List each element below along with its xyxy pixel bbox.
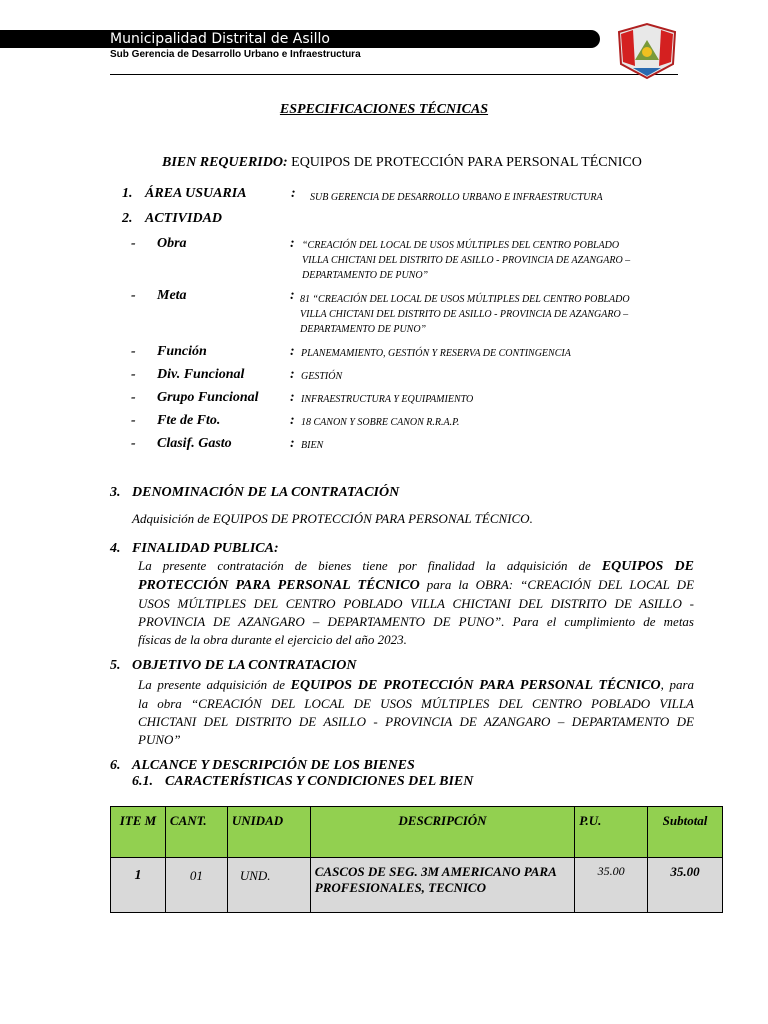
meta-line: VILLA CHICTANI DEL DISTRITO DE ASILLO - PROVINCIA DE AZANGARO – <box>300 309 629 320</box>
divfun-dash: - <box>131 367 136 382</box>
area-num: 1. <box>122 186 133 201</box>
header-divider <box>110 74 678 75</box>
s5-paragraph <box>138 676 694 749</box>
header-subtitle: Sub Gerencia de Desarrollo Urbano e Infraestructura <box>110 49 361 60</box>
s5-text: , para <box>660 677 694 692</box>
s5-title: OBJETIVO DE LA CONTRATACION <box>132 658 357 673</box>
meta-value <box>300 292 700 337</box>
grupo-value: INFRAESTRUCTURA Y EQUIPAMIENTO <box>301 394 474 405</box>
funcion-label: Función <box>157 344 207 359</box>
bien-value: EQUIPOS DE PROTECCIÓN PARA PERSONAL TÉCNICO <box>291 155 642 170</box>
s4-bold: PROTECCIÓN PARA PERSONAL TÉCNICO <box>138 578 420 593</box>
clasif-value: BIEN <box>301 440 324 451</box>
s4-text: La presente contratación de bienes tiene por finalidad la adquisición de <box>138 558 602 573</box>
s6-title: ALCANCE Y DESCRIPCIÓN DE LOS BIENES <box>132 758 415 773</box>
s4-line: USOS MÚLTIPLES DEL CENTRO POBLADO VILLA CHICTANI DEL DISTRITO DE ASILLO - <box>138 596 694 611</box>
s4-num: 4. <box>110 541 121 556</box>
meta-dash: - <box>131 288 136 303</box>
area-value: SUB GERENCIA DE DESARROLLO URBANO E INFRAESTRUCTURA <box>310 192 603 203</box>
s4-title: FINALIDAD PUBLICA: <box>132 541 279 556</box>
s6-num: 6. <box>110 758 121 773</box>
header-title: Municipalidad Distrital de Asillo <box>110 31 330 47</box>
grupo-dash: - <box>131 390 136 405</box>
clasif-dash: - <box>131 436 136 451</box>
s5-line <box>138 676 694 695</box>
s5-line: la obra “CREACIÓN DEL LOCAL DE USOS MÚLTIPLES DEL CENTRO POBLADO VILLA <box>138 696 694 711</box>
obra-line: “CREACIÓN DEL LOCAL DE USOS MÚLTIPLES DEL CENTRO POBLADO <box>302 240 620 251</box>
items-table <box>110 806 723 913</box>
area-label: ÁREA USUARIA <box>145 186 247 201</box>
cell-item: 1 <box>111 858 166 913</box>
obra-line: VILLA CHICTANI DEL DISTRITO DE ASILLO - PROVINCIA DE AZANGARO – <box>302 255 631 266</box>
s5-line: CHICTANI DEL DISTRITO DE ASILLO - PROVINCIA DE AZANGARO – DEPARTAMENTO DE <box>138 714 694 729</box>
fte-label: Fte de Fto. <box>157 413 221 428</box>
s5-num: 5. <box>110 658 121 673</box>
s4-line: PROVINCIA DE AZANGARO – DEPARTAMENTO DE PUNO”. Para el cumplimiento de metas <box>138 614 694 629</box>
header-pu: P.U. <box>575 807 648 858</box>
obra-line: DEPARTAMENTO DE PUNO” <box>302 270 429 281</box>
fte-dash: - <box>131 413 136 428</box>
s3-num: 3. <box>110 485 121 500</box>
header-subtotal: Subtotal <box>648 807 723 858</box>
table-row <box>111 858 723 913</box>
s5-bold: EQUIPOS DE PROTECCIÓN PARA PERSONAL TÉCNICO <box>290 678 661 693</box>
header-descripcion: DESCRIPCIÓN <box>310 807 574 858</box>
funcion-dash: - <box>131 344 136 359</box>
cell-pu: 35.00 <box>575 858 648 913</box>
grupo-colon: : <box>290 390 295 405</box>
grupo-label: Grupo Funcional <box>157 390 259 405</box>
clasif-colon: : <box>290 436 295 451</box>
s4-line <box>138 557 694 576</box>
divfun-label: Div. Funcional <box>157 367 245 382</box>
bien-requerido <box>162 155 642 171</box>
divfun-value: GESTIÓN <box>301 371 343 382</box>
fte-colon: : <box>290 413 295 428</box>
s4-bold: EQUIPOS DE <box>601 559 694 574</box>
document-title: ESPECIFICACIONES TÉCNICAS <box>279 102 489 117</box>
s5-text: La presente adquisición de <box>138 677 291 692</box>
s3-title: DENOMINACIÓN DE LA CONTRATACIÓN <box>132 485 400 500</box>
s4-line <box>138 576 694 595</box>
s61-num: 6.1. <box>132 774 153 789</box>
meta-line: DEPARTAMENTO DE PUNO” <box>300 324 427 335</box>
cell-subtotal: 35.00 <box>648 858 723 913</box>
obra-colon: : <box>290 236 295 251</box>
funcion-value: PLANEMAMIENTO, GESTIÓN Y RESERVA DE CONTINGENCIA <box>301 348 571 359</box>
actividad-num: 2. <box>122 211 133 226</box>
table-header-row <box>111 807 723 858</box>
s4-paragraph <box>138 557 694 649</box>
header-unidad: UNIDAD <box>227 807 310 858</box>
meta-line: 81 “CREACIÓN DEL LOCAL DE USOS MÚLTIPLES DEL CENTRO POBLADO <box>300 294 630 305</box>
obra-dash: - <box>131 236 136 251</box>
cell-unidad: UND. <box>227 858 310 913</box>
divfun-colon: : <box>290 367 295 382</box>
s5-line: PUNO” <box>138 732 181 747</box>
header-cant: CANT. <box>165 807 227 858</box>
obra-label: Obra <box>157 236 187 251</box>
s61-title: CARACTERÍSTICAS Y CONDICIONES DEL BIEN <box>165 774 474 789</box>
fte-value: 18 CANON Y SOBRE CANON R.R.A.P. <box>301 417 460 428</box>
meta-colon: : <box>290 288 295 303</box>
header-item: ITE M <box>111 807 166 858</box>
funcion-colon: : <box>290 344 295 359</box>
cell-descripcion: CASCOS DE SEG. 3M AMERICANO PARA PROFESIONALES, TECNICO <box>310 858 574 913</box>
meta-label: Meta <box>157 288 187 303</box>
actividad-label: ACTIVIDAD <box>145 211 223 226</box>
s3-text: Adquisición de EQUIPOS DE PROTECCIÓN PARA PERSONAL TÉCNICO. <box>132 511 533 526</box>
s4-line: físicas de la obra durante el ejercicio del año 2023. <box>138 632 407 647</box>
area-colon: : <box>291 186 296 201</box>
s4-text: para la OBRA: “CREACIÓN DEL LOCAL DE <box>419 577 695 592</box>
municipal-crest-icon <box>613 22 681 80</box>
cell-cant: 01 <box>165 858 227 913</box>
clasif-label: Clasif. Gasto <box>157 436 232 451</box>
obra-value <box>302 238 700 283</box>
bien-label: BIEN REQUERIDO: <box>162 155 288 170</box>
